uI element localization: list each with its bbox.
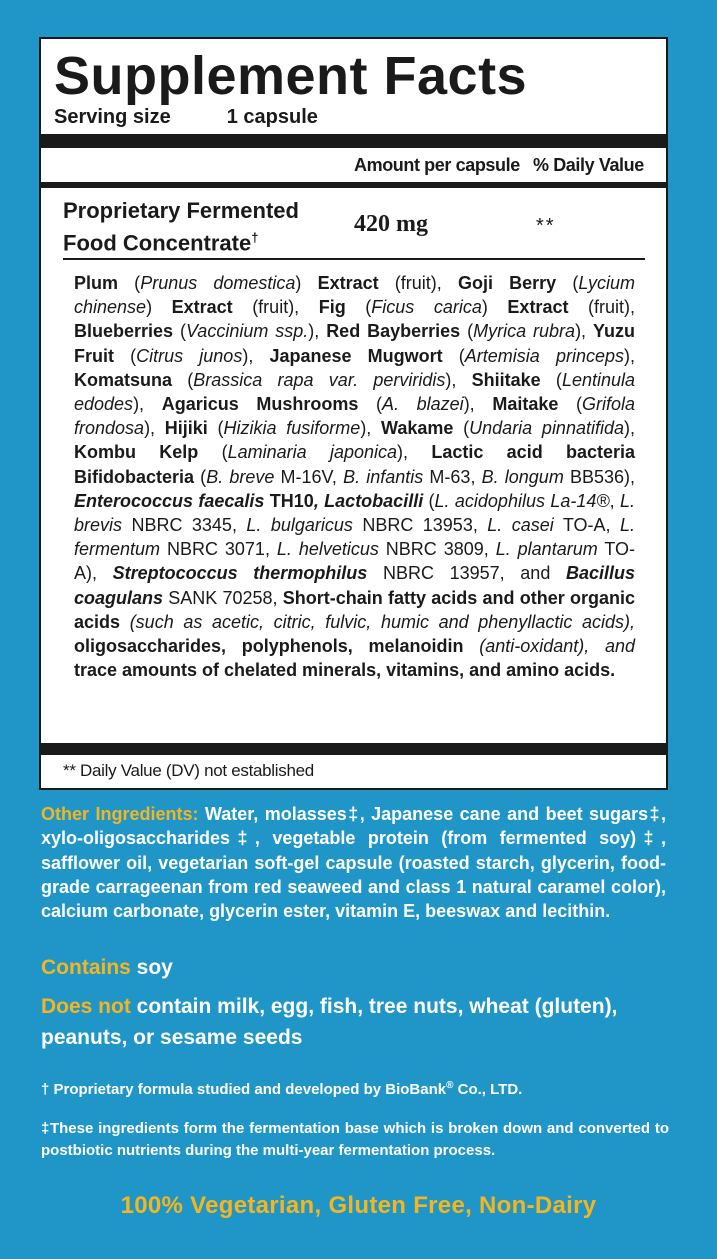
double-dagger-footnote: ‡These ingredients form the fermentation base which is broken down and converted to postbiotic nutrients during the multi-year fermentation process. bbox=[41, 1120, 669, 1159]
dv-footnote: ** Daily Value (DV) not established bbox=[63, 761, 314, 780]
item-daily-value: ** bbox=[536, 215, 556, 237]
serving-size bbox=[54, 106, 318, 129]
bottom-divider bbox=[41, 743, 666, 755]
amount-column-header: Amount per capsule bbox=[354, 155, 520, 175]
thin-divider bbox=[63, 258, 645, 260]
dv-column-header: % Daily Value bbox=[533, 155, 644, 175]
serving-label: Serving size bbox=[54, 106, 171, 128]
supplement-facts-panel bbox=[39, 37, 668, 790]
other-ingredients bbox=[41, 802, 666, 923]
panel-title: Supplement Facts bbox=[54, 46, 528, 106]
medium-divider bbox=[41, 182, 666, 188]
serving-value: 1 capsule bbox=[226, 106, 318, 128]
tagline: 100% Vegetarian, Gluten Free, Non-Dairy bbox=[120, 1192, 597, 1219]
does-not-contain-statement: Does not contain milk, egg, fish, tree nuts, wheat (gluten), peanuts, or sesame seeds bbox=[41, 995, 618, 1049]
thick-divider bbox=[41, 134, 666, 148]
item-name: Proprietary Fermented Food Concentrate† bbox=[63, 198, 299, 256]
item-amount: 420 mg bbox=[354, 211, 428, 237]
other-ingredients-label: Other Ingredients: bbox=[41, 804, 199, 824]
contains-statement: Contains soy bbox=[41, 956, 173, 979]
other-ingredients-text: Water, molasses‡, Japanese cane and beet sugars‡, xylo-oligosaccharides‡, vegetable protein (from fermented soy)‡, safflower oil, vegetarian soft-gel capsule (roasted starch, glycerin, food-grade carrageenan from red seaweed and class 1 natural caramel color), calcium carbonate, glycerin ester, vitamin E, beeswax and lecithin. bbox=[41, 804, 666, 922]
ingredient-list: Plum (Prunus domestica) Extract (fruit), Goji Berry (Lycium chinense) Extract (fruit), Fig (Ficus carica) Extract (fruit), Blueberries (Vaccinium ssp.), Red Bayberries (Myrica rubra), Yuzu Fruit (Citrus junos), Japanese Mugwort (Artemisia princeps), Komatsuna (Brassica rapa var. perviridis), Shiitake (Lentinula edodes), Agaricus Mushrooms (A. blazei), Maitake (Grifola frondosa), Hijiki (Hizikia fusiforme), Wakame (Undaria pinnatifida), Kombu Kelp (Laminaria japonica), Lactic acid bacteria Bifidobacteria (B. breve M-16V, B. infantis M-63, B. longum BB536), Enterococcus faecalis TH10, Lactobacilli (L. acidophilus La-14®, L. brevis NBRC 3345, L. bulgaricus NBRC 13953, L. casei TO-A, L. fermentum NBRC 3071, L. helveticus NBRC 3809, L. plantarum TO-A), Streptococcus thermophilus NBRC 13957, and Bacillus coagulans SANK 70258, Short-chain fatty acids and other organic acids (such as acetic, citric, fulvic, humic and phenyllactic acids), oligosaccharides, polyphenols, melanoidin (anti-oxidant), and trace amounts of chelated minerals, vitamins, and amino acids. bbox=[74, 273, 636, 681]
dagger-footnote: † Proprietary formula studied and developed by BioBank® Co., LTD. bbox=[41, 1080, 523, 1098]
